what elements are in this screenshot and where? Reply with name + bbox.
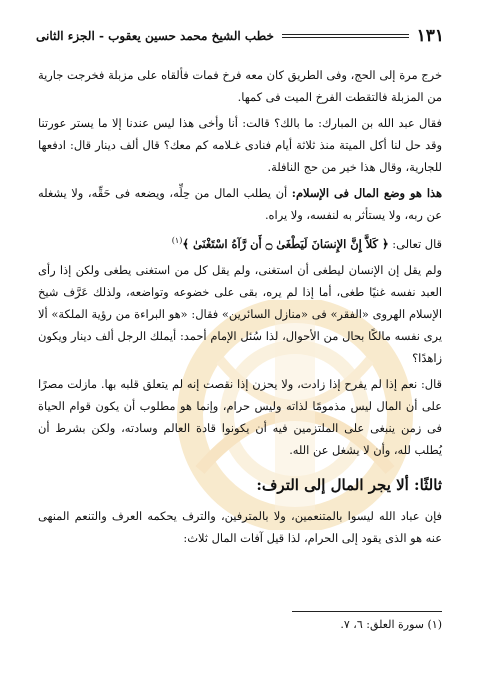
paragraph: قال: نعم إذا لم يفرح إذا زادت، ولا يحزن إذا نقصت إنه لم يتعلق قلبه بها. مازلت مصرًا على أن المال ليس مذمومًا لذاته وليس حرام، وإنما هو مطلوب أن يكون قوام الحياة فى زمن ينبغى على الملتزمين فيه أن يكونوا قادة العالم وسادته، ولكن بشرط أن يُطلب لله، وأن لا يشغل عن الله. xyxy=(38,376,442,457)
footnote: (١) سورة العلق: ٦، ٧. xyxy=(340,618,442,631)
paragraph: خرج مرة إلى الحج، وفى الطريق كان معه فرخ فمات فألقاه على مزبلة فخرجت جارية من المزبلة فالتقطت الفرخ الميت فى كمها. xyxy=(38,68,442,104)
body-text xyxy=(38,64,442,553)
paragraph: ولم يقل إن الإنسان ليطغى أن استغنى، ولم يقل كل من استغنى يطغى ولكن إذا رأى العبد نفسه غنيًا طغى، أما إذا لم يره، بقى على خضوعه وتواضعه، ولذلك عَرَّف شيخ الإسلام الهروى «الفقر» فى «منازل السائرين» فقال: «هو البراءة من رؤية الملكة» ألا يرى نفسه مالكًا بحال من الأحوال، لذا سُئل الإمام أحمد: أيملك الرجل ألف دينار ويكون زاهدًا؟ xyxy=(38,262,442,365)
footnote-rule xyxy=(292,611,442,612)
quran-verse: ﴿ كَلاَّ إِنَّ الإِنسَانَ لَيَطْغَىٰ ۝ أَن رَّآهُ اسْتَغْنَىٰ ﴾ xyxy=(182,236,389,251)
footnote-area xyxy=(38,611,442,631)
topic-paragraph xyxy=(38,182,442,226)
footnote-reference: (١) xyxy=(171,236,183,245)
quote-intro: قال تعالى: xyxy=(388,236,442,251)
section-heading: ثالثًا: ألا يجر المال إلى الترف: xyxy=(256,475,442,494)
topic-text: أن يطلب المال من حِلِّه، ويضعه فى حَقِّه، ولا يشغله عن ربه، ولا يستأثر به لنفسه، ولا يراه. xyxy=(38,186,442,222)
page-number: ١٣١ xyxy=(416,26,444,46)
topic-label: هذا هو وضع المال فى الإسلام: xyxy=(291,186,442,200)
page-header xyxy=(36,24,444,48)
quran-quote xyxy=(38,230,442,255)
running-title: خطب الشيخ محمد حسين يعقوب - الجزء الثانى xyxy=(36,29,274,43)
paragraph: فقال عبد الله بن المبارك: ما بالك؟ قالت: أنا وأخى هذا ليس عندنا إلا ما يستر عورتنا وقد حل لنا أكل الميتة منذ ثلاثة أيام فنادى غـلامه كم معك؟ قال ألف دينار قال: ادفعها للجارية، وقال هذا خير من حج النافلة. xyxy=(38,116,442,174)
paragraph: فإن عباد الله ليسوا بالمتنعمين، ولا بالمترفين، والترف يحكمه العرف والتنعم المنهى عنه هو الذى يقود إلى الحرام، لذا قيل آفات المال ثلاث: xyxy=(38,508,442,545)
header-rule xyxy=(282,34,409,38)
